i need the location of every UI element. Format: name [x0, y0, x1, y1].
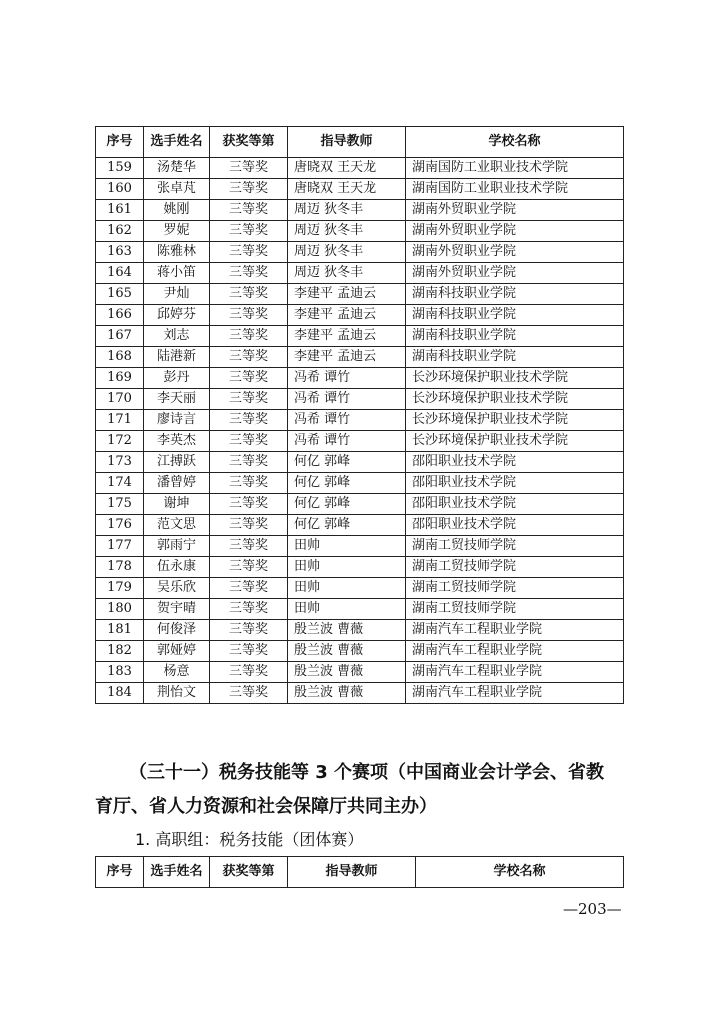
cell-award: 三等奖 — [210, 410, 288, 431]
section-subtitle: 1. 高职组：税务技能（团体赛） — [135, 830, 364, 849]
table-row — [96, 683, 624, 704]
cell-teacher: 周迈 狄冬丰 — [288, 242, 406, 263]
header-seq: 序号 — [96, 127, 144, 158]
cell-name: 李英杰 — [144, 431, 210, 452]
cell-school: 湖南工贸技师学院 — [406, 557, 624, 578]
cell-teacher: 何亿 郭峰 — [288, 494, 406, 515]
table-row — [96, 221, 624, 242]
cell-teacher: 周迈 狄冬丰 — [288, 200, 406, 221]
cell-seq: 172 — [96, 431, 144, 452]
header-name: 选手姓名 — [144, 857, 210, 888]
cell-seq: 180 — [96, 599, 144, 620]
table-row — [96, 284, 624, 305]
cell-seq: 174 — [96, 473, 144, 494]
awards-table — [95, 126, 624, 704]
cell-school: 长沙环境保护职业技术学院 — [406, 368, 624, 389]
cell-teacher: 冯希 谭竹 — [288, 389, 406, 410]
cell-award: 三等奖 — [210, 683, 288, 704]
cell-seq: 161 — [96, 200, 144, 221]
table-row — [96, 536, 624, 557]
table-row — [96, 515, 624, 536]
table-row — [96, 368, 624, 389]
cell-seq: 164 — [96, 263, 144, 284]
cell-name: 谢坤 — [144, 494, 210, 515]
cell-teacher: 殷兰波 曹薇 — [288, 620, 406, 641]
cell-school: 湖南国防工业职业技术学院 — [406, 158, 624, 179]
header-school: 学校名称 — [416, 857, 624, 888]
cell-award: 三等奖 — [210, 599, 288, 620]
cell-name: 潘曾婷 — [144, 473, 210, 494]
cell-school: 湖南汽车工程职业学院 — [406, 620, 624, 641]
cell-school: 邵阳职业技术学院 — [406, 494, 624, 515]
cell-award: 三等奖 — [210, 620, 288, 641]
cell-award: 三等奖 — [210, 578, 288, 599]
cell-teacher: 周迈 狄冬丰 — [288, 221, 406, 242]
cell-school: 湖南外贸职业学院 — [406, 221, 624, 242]
cell-award: 三等奖 — [210, 263, 288, 284]
cell-seq: 176 — [96, 515, 144, 536]
cell-teacher: 李建平 孟迪云 — [288, 347, 406, 368]
cell-school: 长沙环境保护职业技术学院 — [406, 389, 624, 410]
table-row — [96, 599, 624, 620]
cell-seq: 177 — [96, 536, 144, 557]
cell-award: 三等奖 — [210, 557, 288, 578]
cell-name: 何俊泽 — [144, 620, 210, 641]
cell-award: 三等奖 — [210, 641, 288, 662]
cell-award: 三等奖 — [210, 284, 288, 305]
header-name: 选手姓名 — [144, 127, 210, 158]
table-row — [96, 389, 624, 410]
cell-seq: 171 — [96, 410, 144, 431]
cell-award: 三等奖 — [210, 389, 288, 410]
cell-name: 陆港新 — [144, 347, 210, 368]
table-header-row — [96, 857, 624, 888]
header-award: 获奖等第 — [210, 127, 288, 158]
cell-seq: 183 — [96, 662, 144, 683]
cell-seq: 179 — [96, 578, 144, 599]
cell-school: 湖南汽车工程职业学院 — [406, 641, 624, 662]
cell-seq: 169 — [96, 368, 144, 389]
cell-seq: 166 — [96, 305, 144, 326]
cell-seq: 173 — [96, 452, 144, 473]
cell-seq: 178 — [96, 557, 144, 578]
cell-name: 伍永康 — [144, 557, 210, 578]
header-award: 获奖等第 — [210, 857, 288, 888]
cell-teacher: 何亿 郭峰 — [288, 473, 406, 494]
cell-name: 张卓芃 — [144, 179, 210, 200]
cell-school: 湖南科技职业学院 — [406, 284, 624, 305]
section-title-line1: （三十一）税务技能等 3 个赛项（中国商业会计学会、省教 — [129, 762, 605, 783]
cell-school: 湖南工贸技师学院 — [406, 578, 624, 599]
cell-teacher: 唐晓双 王天龙 — [288, 158, 406, 179]
cell-school: 湖南外贸职业学院 — [406, 263, 624, 284]
cell-teacher: 冯希 谭竹 — [288, 368, 406, 389]
table-row — [96, 494, 624, 515]
table-row — [96, 179, 624, 200]
cell-school: 湖南汽车工程职业学院 — [406, 683, 624, 704]
cell-teacher: 李建平 孟迪云 — [288, 326, 406, 347]
cell-teacher: 田帅 — [288, 578, 406, 599]
cell-name: 吴乐欣 — [144, 578, 210, 599]
cell-seq: 165 — [96, 284, 144, 305]
cell-teacher: 何亿 郭峰 — [288, 515, 406, 536]
cell-seq: 168 — [96, 347, 144, 368]
cell-award: 三等奖 — [210, 452, 288, 473]
cell-seq: 175 — [96, 494, 144, 515]
cell-teacher: 李建平 孟迪云 — [288, 305, 406, 326]
cell-seq: 184 — [96, 683, 144, 704]
cell-award: 三等奖 — [210, 473, 288, 494]
cell-award: 三等奖 — [210, 158, 288, 179]
cell-school: 湖南工贸技师学院 — [406, 599, 624, 620]
table-row — [96, 662, 624, 683]
header-teacher: 指导教师 — [288, 127, 406, 158]
cell-school: 长沙环境保护职业技术学院 — [406, 410, 624, 431]
cell-teacher: 殷兰波 曹薇 — [288, 683, 406, 704]
table-row — [96, 263, 624, 284]
cell-teacher: 李建平 孟迪云 — [288, 284, 406, 305]
cell-school: 湖南外贸职业学院 — [406, 242, 624, 263]
cell-award: 三等奖 — [210, 305, 288, 326]
cell-name: 罗妮 — [144, 221, 210, 242]
cell-award: 三等奖 — [210, 368, 288, 389]
cell-award: 三等奖 — [210, 515, 288, 536]
cell-seq: 170 — [96, 389, 144, 410]
table-body — [96, 158, 624, 704]
second-awards-table — [95, 856, 624, 888]
table-row — [96, 347, 624, 368]
table-row — [96, 431, 624, 452]
table-row — [96, 200, 624, 221]
header-teacher: 指导教师 — [288, 857, 416, 888]
cell-award: 三等奖 — [210, 200, 288, 221]
cell-teacher: 冯希 谭竹 — [288, 431, 406, 452]
cell-school: 湖南汽车工程职业学院 — [406, 662, 624, 683]
cell-name: 邱婷芬 — [144, 305, 210, 326]
cell-seq: 181 — [96, 620, 144, 641]
table-row — [96, 242, 624, 263]
cell-name: 荆怡文 — [144, 683, 210, 704]
cell-name: 郭雨宁 — [144, 536, 210, 557]
cell-award: 三等奖 — [210, 221, 288, 242]
cell-name: 范文思 — [144, 515, 210, 536]
cell-seq: 163 — [96, 242, 144, 263]
cell-name: 江搏跃 — [144, 452, 210, 473]
cell-award: 三等奖 — [210, 536, 288, 557]
cell-name: 陈雅林 — [144, 242, 210, 263]
table-row — [96, 641, 624, 662]
cell-name: 郭娅婷 — [144, 641, 210, 662]
table-row — [96, 557, 624, 578]
table-row — [96, 452, 624, 473]
cell-teacher: 冯希 谭竹 — [288, 410, 406, 431]
cell-school: 邵阳职业技术学院 — [406, 452, 624, 473]
cell-school: 湖南科技职业学院 — [406, 326, 624, 347]
cell-name: 汤楚华 — [144, 158, 210, 179]
cell-name: 廖诗言 — [144, 410, 210, 431]
cell-school: 邵阳职业技术学院 — [406, 515, 624, 536]
cell-school: 邵阳职业技术学院 — [406, 473, 624, 494]
header-seq: 序号 — [96, 857, 144, 888]
cell-school: 湖南外贸职业学院 — [406, 200, 624, 221]
table-row — [96, 620, 624, 641]
cell-school: 湖南科技职业学院 — [406, 305, 624, 326]
cell-award: 三等奖 — [210, 179, 288, 200]
cell-name: 刘志 — [144, 326, 210, 347]
cell-school: 长沙环境保护职业技术学院 — [406, 431, 624, 452]
table-row — [96, 578, 624, 599]
cell-award: 三等奖 — [210, 662, 288, 683]
cell-teacher: 唐晓双 王天龙 — [288, 179, 406, 200]
cell-school: 湖南国防工业职业技术学院 — [406, 179, 624, 200]
table-row — [96, 473, 624, 494]
cell-seq: 167 — [96, 326, 144, 347]
cell-teacher: 周迈 狄冬丰 — [288, 263, 406, 284]
cell-teacher: 田帅 — [288, 557, 406, 578]
cell-seq: 182 — [96, 641, 144, 662]
table-row — [96, 326, 624, 347]
cell-teacher: 殷兰波 曹薇 — [288, 662, 406, 683]
cell-teacher: 何亿 郭峰 — [288, 452, 406, 473]
cell-name: 贺宇晴 — [144, 599, 210, 620]
cell-school: 湖南工贸技师学院 — [406, 536, 624, 557]
cell-seq: 160 — [96, 179, 144, 200]
cell-award: 三等奖 — [210, 347, 288, 368]
cell-teacher: 田帅 — [288, 536, 406, 557]
table-header-row — [96, 127, 624, 158]
cell-teacher: 田帅 — [288, 599, 406, 620]
table-row — [96, 410, 624, 431]
cell-seq: 159 — [96, 158, 144, 179]
table-row — [96, 158, 624, 179]
cell-name: 蒋小笛 — [144, 263, 210, 284]
cell-name: 尹灿 — [144, 284, 210, 305]
cell-name: 杨意 — [144, 662, 210, 683]
cell-name: 李天丽 — [144, 389, 210, 410]
table-row — [96, 305, 624, 326]
cell-award: 三等奖 — [210, 326, 288, 347]
cell-teacher: 殷兰波 曹薇 — [288, 641, 406, 662]
page-number: —203— — [563, 900, 622, 918]
cell-award: 三等奖 — [210, 431, 288, 452]
cell-award: 三等奖 — [210, 494, 288, 515]
cell-name: 姚刚 — [144, 200, 210, 221]
header-school: 学校名称 — [406, 127, 624, 158]
cell-school: 湖南科技职业学院 — [406, 347, 624, 368]
cell-award: 三等奖 — [210, 242, 288, 263]
cell-seq: 162 — [96, 221, 144, 242]
section-title-line2: 育厅、省人力资源和社会保障厅共同主办） — [95, 796, 437, 817]
cell-name: 彭丹 — [144, 368, 210, 389]
